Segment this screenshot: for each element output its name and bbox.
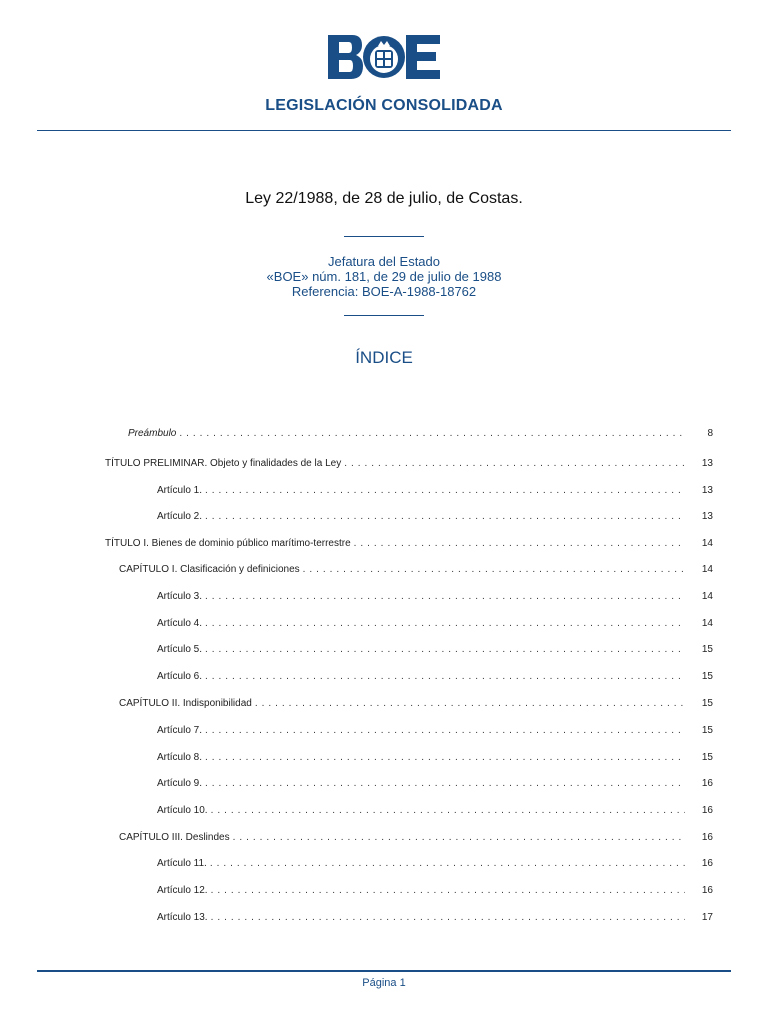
toc-entry-label: Artículo 11. bbox=[157, 858, 207, 869]
toc-entry[interactable] bbox=[157, 912, 713, 928]
toc-entry-page: 16 bbox=[701, 832, 713, 843]
toc-entry-page: 8 bbox=[707, 428, 713, 439]
toc-entry[interactable] bbox=[157, 885, 713, 901]
toc-leader bbox=[303, 564, 685, 575]
toc-leader bbox=[205, 778, 685, 789]
toc-entry-label: Artículo 9. bbox=[157, 778, 203, 789]
toc-leader bbox=[210, 858, 685, 869]
toc-entry-page: 14 bbox=[701, 564, 713, 575]
toc-entry-label: Preámbulo bbox=[128, 428, 177, 439]
toc-entry-label: Artículo 3. bbox=[157, 591, 203, 602]
toc-entry-page: 15 bbox=[701, 671, 713, 682]
toc-leader bbox=[205, 671, 685, 682]
toc-leader bbox=[205, 752, 685, 763]
toc-entry[interactable] bbox=[128, 428, 713, 444]
toc-leader bbox=[211, 912, 685, 923]
toc-entry[interactable] bbox=[157, 752, 713, 768]
toc-entry[interactable] bbox=[105, 538, 713, 554]
document-issuer: Jefatura del Estado bbox=[327, 254, 441, 269]
toc-leader bbox=[354, 538, 685, 549]
toc-entry-page: 13 bbox=[701, 511, 713, 522]
toc-entry[interactable] bbox=[157, 671, 713, 687]
toc-entry-page: 14 bbox=[701, 618, 713, 629]
toc-entry-page: 16 bbox=[701, 805, 713, 816]
toc-leader bbox=[205, 644, 685, 655]
index-title: ÍNDICE bbox=[355, 348, 413, 367]
toc-entry[interactable] bbox=[157, 858, 713, 874]
boe-logo bbox=[328, 35, 440, 79]
toc-entry-label: Artículo 5. bbox=[157, 644, 203, 655]
toc-entry-label: CAPÍTULO II. Indisponibilidad bbox=[119, 698, 252, 709]
document-publication: «BOE» núm. 181, de 29 de julio de 1988 bbox=[266, 269, 502, 284]
toc-entry-label: Artículo 8. bbox=[157, 752, 203, 763]
meta-divider bbox=[344, 315, 424, 316]
toc-entry-page: 15 bbox=[701, 698, 713, 709]
toc-entry-page: 16 bbox=[701, 778, 713, 789]
toc-leader bbox=[205, 725, 685, 736]
toc-entry-label: TÍTULO I. Bienes de dominio público marítimo-terrestre bbox=[105, 538, 351, 549]
toc-entry[interactable] bbox=[119, 564, 713, 580]
toc-entry[interactable] bbox=[157, 778, 713, 794]
toc-entry-page: 14 bbox=[701, 591, 713, 602]
toc-entry[interactable] bbox=[105, 458, 713, 474]
toc-entry[interactable] bbox=[157, 511, 713, 527]
footer-divider bbox=[37, 970, 731, 972]
toc-entry-page: 15 bbox=[701, 752, 713, 763]
toc-entry[interactable] bbox=[157, 618, 713, 634]
toc-entry-label: Artículo 2. bbox=[157, 511, 203, 522]
toc-leader bbox=[211, 885, 685, 896]
toc-entry[interactable] bbox=[157, 725, 713, 741]
toc-entry-label: TÍTULO PRELIMINAR. Objeto y finalidades de la Ley bbox=[105, 458, 342, 469]
page-number: Página 1 bbox=[362, 977, 406, 989]
toc-entry[interactable] bbox=[157, 485, 713, 501]
toc-entry-page: 15 bbox=[701, 725, 713, 736]
toc-entry-page: 14 bbox=[701, 538, 713, 549]
toc-entry-label: Artículo 7. bbox=[157, 725, 203, 736]
toc-entry[interactable] bbox=[119, 698, 713, 714]
toc-entry-label: CAPÍTULO I. Clasificación y definiciones bbox=[119, 564, 300, 575]
toc-entry-label: Artículo 1. bbox=[157, 485, 203, 496]
toc-entry-label: Artículo 10. bbox=[157, 805, 208, 816]
document-title: Ley 22/1988, de 28 de julio, de Costas. bbox=[245, 190, 523, 207]
header-title: LEGISLACIÓN CONSOLIDADA bbox=[265, 97, 503, 114]
toc-leader bbox=[344, 458, 685, 469]
toc-entry-page: 15 bbox=[701, 644, 713, 655]
document-reference: Referencia: BOE-A-1988-18762 bbox=[291, 284, 477, 299]
toc-leader bbox=[205, 511, 685, 522]
toc-entry[interactable] bbox=[157, 805, 713, 821]
toc-entry-label: Artículo 4. bbox=[157, 618, 203, 629]
toc-entry-page: 13 bbox=[701, 458, 713, 469]
toc-leader bbox=[255, 698, 685, 709]
toc-leader bbox=[205, 618, 685, 629]
toc-leader bbox=[179, 428, 685, 439]
toc-leader bbox=[211, 805, 685, 816]
toc-entry[interactable] bbox=[157, 644, 713, 660]
title-divider bbox=[344, 236, 424, 237]
toc-entry-label: Artículo 12. bbox=[157, 885, 208, 896]
toc-leader bbox=[233, 832, 685, 843]
toc-entry-page: 16 bbox=[701, 885, 713, 896]
toc-entry[interactable] bbox=[119, 832, 713, 848]
toc-entry-page: 16 bbox=[701, 858, 713, 869]
toc-entry-label: Artículo 6. bbox=[157, 671, 203, 682]
toc-entry-page: 13 bbox=[701, 485, 713, 496]
toc-entry[interactable] bbox=[157, 591, 713, 607]
toc-leader bbox=[205, 485, 685, 496]
toc-entry-label: Artículo 13. bbox=[157, 912, 208, 923]
toc-leader bbox=[205, 591, 685, 602]
toc-entry-label: CAPÍTULO III. Deslindes bbox=[119, 832, 230, 843]
header-divider bbox=[37, 130, 731, 131]
toc-entry-page: 17 bbox=[701, 912, 713, 923]
